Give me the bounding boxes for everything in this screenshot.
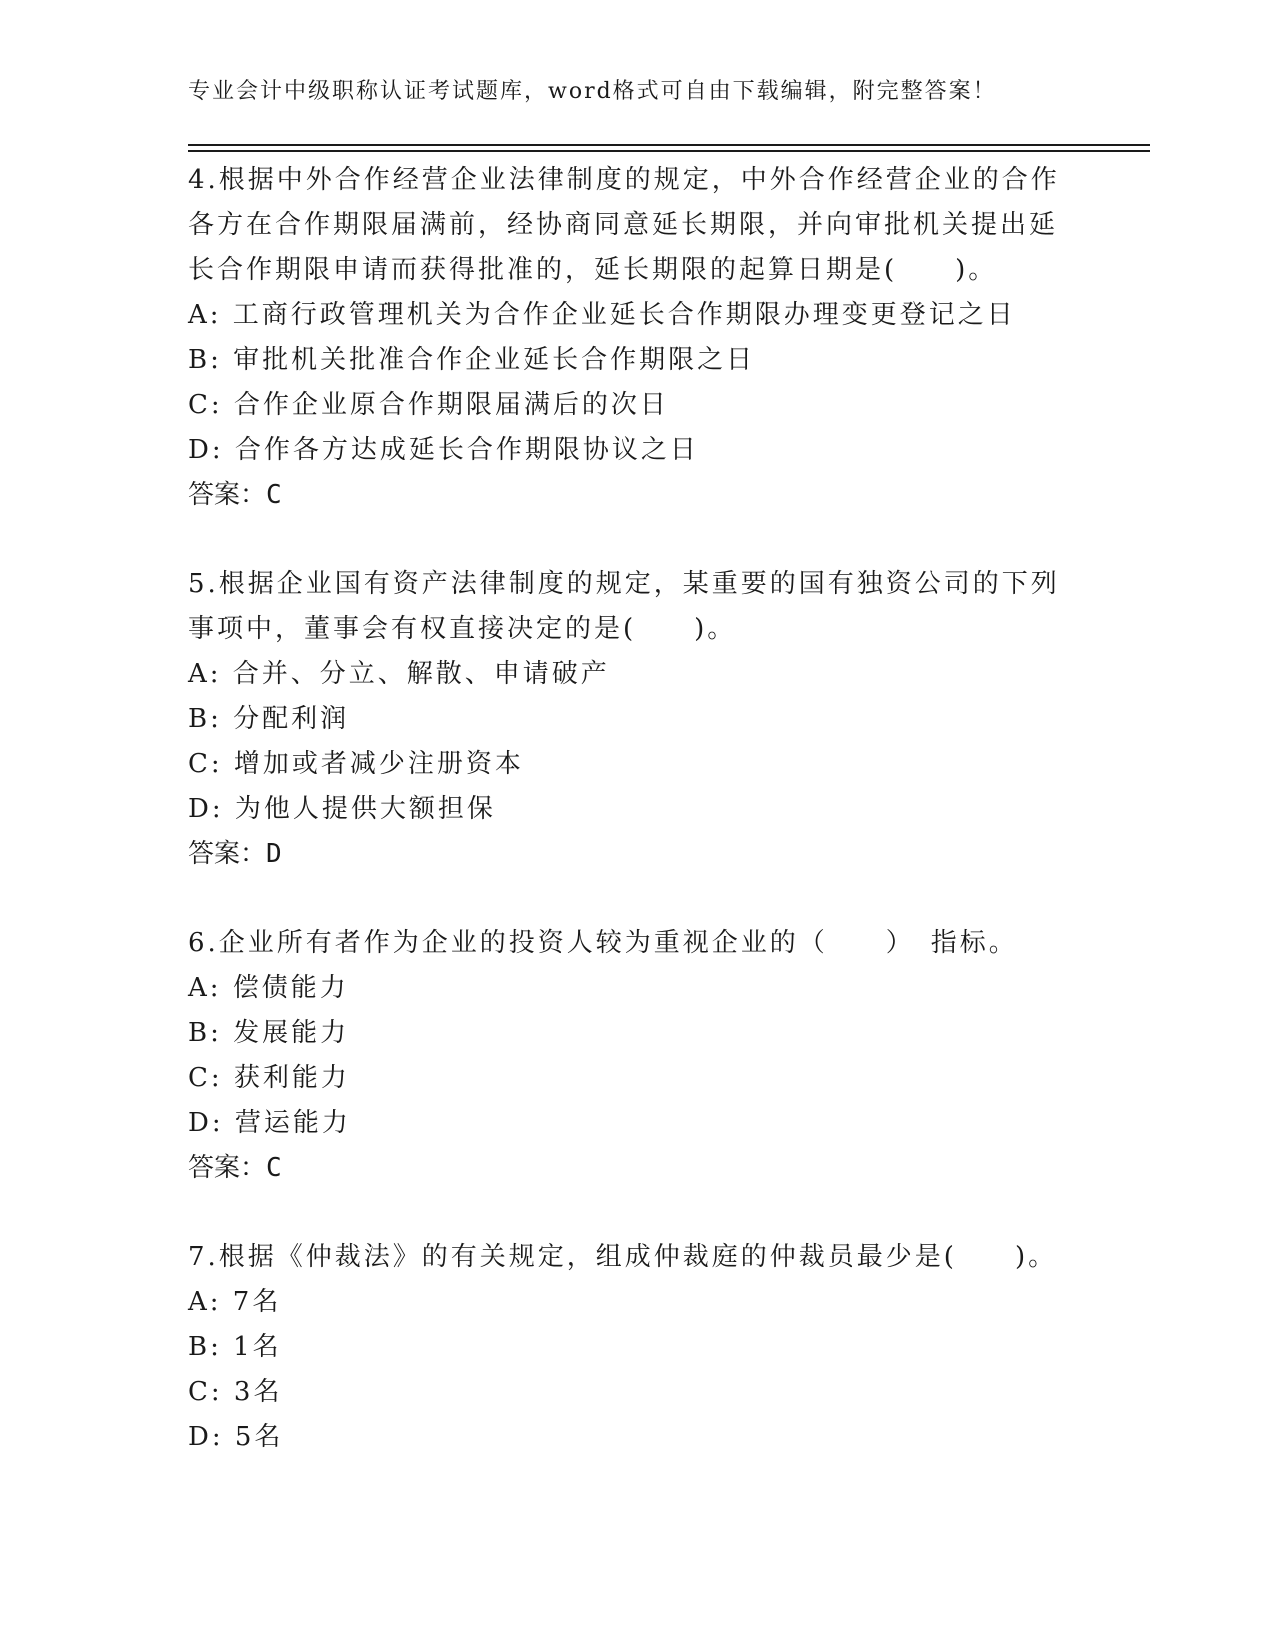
question-stem: 7.根据《仲裁法》的有关规定，组成仲裁庭的仲裁员最少是( )。 — [188, 1242, 1058, 1272]
option-c: C: 合作企业原合作期限届满后的次日 — [188, 390, 669, 420]
question-block — [188, 158, 1088, 518]
option-d: D: 5名 — [188, 1422, 284, 1452]
question-block — [188, 921, 1088, 1191]
question-stem: 6.企业所有者作为企业的投资人较为重视企业的（ ） 指标。 — [188, 928, 1018, 958]
option-c: C: 获利能力 — [188, 1063, 350, 1093]
option-d: D: 为他人提供大额担保 — [188, 794, 496, 824]
option-a: A: 7名 — [188, 1287, 282, 1317]
question-stem: 5.根据企业国有资产法律制度的规定，某重要的国有独资公司的下列事项中，董事会有权直接决定的是( )。 — [188, 569, 1060, 644]
option-b: B: 审批机关批准合作企业延长合作期限之日 — [188, 345, 756, 375]
header-rule-top — [188, 144, 1150, 146]
answer-value: D — [266, 839, 282, 869]
option-c: C: 3名 — [188, 1377, 283, 1407]
document-header: 专业会计中级职称认证考试题库，word格式可自由下载编辑，附完整答案！ — [188, 79, 997, 104]
answer-line — [188, 473, 1088, 518]
question-block — [188, 562, 1088, 877]
option-c: C: 增加或者减少注册资本 — [188, 749, 524, 779]
option-b: B: 分配利润 — [188, 704, 350, 734]
answer-label: 答案： — [188, 1153, 267, 1183]
answer-label: 答案： — [188, 839, 267, 869]
answer-value: C — [266, 1153, 282, 1183]
header-rule-bottom — [188, 150, 1150, 152]
option-d: D: 合作各方达成延长合作期限协议之日 — [188, 435, 699, 465]
option-a: A: 偿债能力 — [188, 973, 349, 1003]
question-list — [188, 158, 1088, 1460]
option-b: B: 发展能力 — [188, 1018, 350, 1048]
answer-line — [188, 832, 1088, 877]
option-a: A: 合并、分立、解散、申请破产 — [188, 659, 610, 689]
option-a: A: 工商行政管理机关为合作企业延长合作期限办理变更登记之日 — [188, 300, 1016, 330]
question-stem: 4.根据中外合作经营企业法律制度的规定，中外合作经营企业的合作各方在合作期限届满前，经协商同意延长期限，并向审批机关提出延长合作期限申请而获得批准的，延长期限的起算日期是( )。 — [188, 165, 1060, 285]
answer-value: C — [266, 480, 282, 510]
answer-label: 答案： — [188, 480, 267, 510]
question-block — [188, 1235, 1088, 1460]
option-b: B: 1名 — [188, 1332, 282, 1362]
option-d: D: 营运能力 — [188, 1108, 351, 1138]
answer-line — [188, 1146, 1088, 1191]
